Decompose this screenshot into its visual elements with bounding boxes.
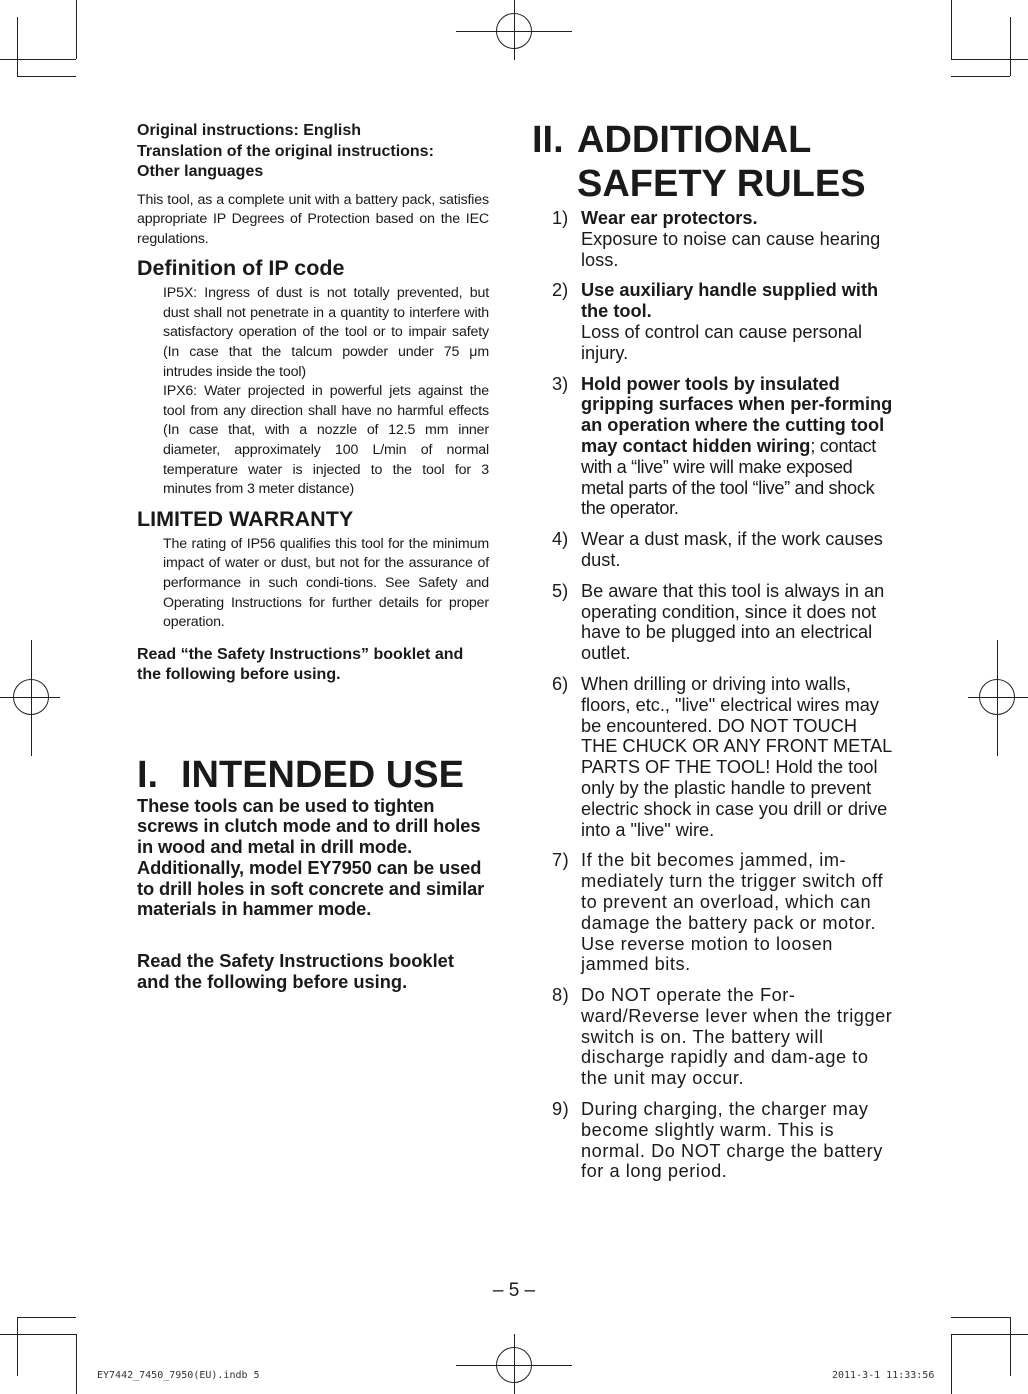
original-line: Original instructions: English bbox=[137, 122, 362, 139]
footer-file-name: EY7442_7450_7950(EU).indb 5 bbox=[97, 1370, 260, 1381]
list-item bbox=[552, 280, 897, 363]
rule-number: 8) bbox=[552, 985, 570, 1006]
rule-text: When drilling or driving into walls, floors, etc., "live" electrical wires may be encountered. DO NOT TOUCH THE CHUCK OR ANY FRONT METAL PARTS OF THE TOOL! Hold the tool only by the plastic handle to prevent electric shock in case you drill or drive into a "live" wire. bbox=[581, 673, 892, 840]
section-title-line: ADDITIONAL bbox=[577, 119, 812, 161]
rule-text: Do NOT operate the For-ward/Reverse lever when the trigger switch is on. The battery will discharge rapidly and dam-age to the unit may occur. bbox=[581, 985, 893, 1089]
rule-number: 4) bbox=[552, 529, 569, 550]
read-safety-notice-2: Read the Safety Instructions booklet and the following before using. bbox=[137, 950, 454, 992]
limited-warranty-heading: LIMITED WARRANTY bbox=[137, 506, 354, 531]
rule-text: During charging, the charger may become slightly warm. This is normal. Do NOT charge the battery for a long period. bbox=[581, 1099, 883, 1182]
right-column bbox=[532, 118, 897, 1192]
original-instructions-note bbox=[137, 121, 489, 183]
ip5x-definition: IP5X: Ingress of dust is not totally prevented, but dust shall not penetrate in a quantity to interfere with satisfactory operation of the tool or to impair safety (In case that the talcum powder under 75 μm intrudes inside the tool) bbox=[163, 285, 489, 380]
additional-safety-rules-heading bbox=[532, 118, 897, 206]
limited-warranty-text: The rating of IP56 qualifies this tool for the minimum impact of water or dust, but not for the assurance of performance in such condi-tions. See Safety and Operating Instructions for further details for proper operation. bbox=[163, 535, 489, 631]
rule-text: Exposure to noise can cause hearing loss. bbox=[581, 228, 881, 270]
list-item bbox=[552, 208, 897, 270]
rule-text: Be aware that this tool is always in an operating condition, since it does not have to be plugged into an electrical outlet. bbox=[581, 580, 885, 664]
rule-number: 9) bbox=[552, 1099, 570, 1120]
rule-number: 5) bbox=[552, 580, 569, 601]
ip-code-definitions bbox=[163, 284, 489, 500]
list-item bbox=[552, 581, 897, 664]
rule-text: ; contact with a “live” wire will make exposed metal parts of the tool “live” and shock the operator. bbox=[581, 435, 877, 519]
rule-bold-text: Use auxiliary handle supplied with the tool. bbox=[581, 280, 879, 322]
rule-number: 1) bbox=[552, 208, 569, 228]
left-column bbox=[137, 121, 489, 992]
rule-number: 6) bbox=[552, 673, 569, 694]
list-item bbox=[552, 374, 897, 520]
section-title bbox=[577, 118, 866, 206]
section-title: INTENDED USE bbox=[181, 753, 464, 796]
rule-number: 3) bbox=[552, 373, 569, 394]
rule-bold-text: Hold power tools by insulated gripping surfaces when per-forming an operation where the cutting tool may contact hidden wiring bbox=[581, 373, 893, 456]
ip-intro-paragraph: This tool, as a complete unit with a battery pack, satisfies appropriate IP Degrees of Protection based on the IEC regulations. bbox=[137, 191, 489, 247]
intended-use-heading bbox=[137, 754, 489, 796]
safety-rules-list bbox=[552, 208, 897, 1182]
list-item bbox=[552, 985, 897, 1089]
original-line: Translation of the original instructions: bbox=[137, 142, 434, 160]
list-item bbox=[552, 850, 897, 975]
ip-code-heading: Definition of IP code bbox=[137, 256, 345, 281]
read-safety-notice: Read “the Safety Instructions” booklet and the following before using. bbox=[137, 645, 464, 684]
section-number: II. bbox=[532, 119, 564, 161]
rule-text: Loss of control can cause personal injury. bbox=[581, 321, 863, 363]
list-item bbox=[552, 1099, 897, 1182]
section-title-line: SAFETY RULES bbox=[577, 163, 866, 205]
intended-use-text: These tools can be used to tighten screws in clutch mode and to drill holes in wood and metal in drill mode. Additionally, model EY7950 can be used to drill holes in soft concrete and similar materials in hammer mode. bbox=[137, 794, 485, 920]
rule-text: Wear a dust mask, if the work causes dust. bbox=[581, 529, 883, 570]
list-item bbox=[552, 674, 897, 840]
rule-number: 2) bbox=[552, 280, 569, 301]
rule-text: Use reverse motion to loosen jammed bits. bbox=[581, 933, 833, 975]
page-number: – 5 – bbox=[492, 1280, 536, 1301]
rule-bold-text: Wear ear protectors. bbox=[581, 208, 758, 228]
footer-timestamp: 2011-3-1 11:33:56 bbox=[832, 1370, 935, 1381]
list-item bbox=[552, 529, 897, 571]
rule-text: If the bit becomes jammed, im-mediately turn the trigger switch off to prevent an overload, which can damage the battery pack or motor. bbox=[581, 850, 884, 933]
ipx6-definition: IPX6: Water projected in powerful jets against the tool from any direction shall have no harmful effects (In case that, with a nozzle of 12.5 mm inner diameter, approximately 100 L/min of normal temperature water is injected to the tool for 3 minutes from 3 meter distance) bbox=[163, 383, 489, 498]
rule-number: 7) bbox=[552, 850, 570, 871]
original-line: Other languages bbox=[137, 163, 264, 180]
section-number: I. bbox=[137, 753, 159, 796]
